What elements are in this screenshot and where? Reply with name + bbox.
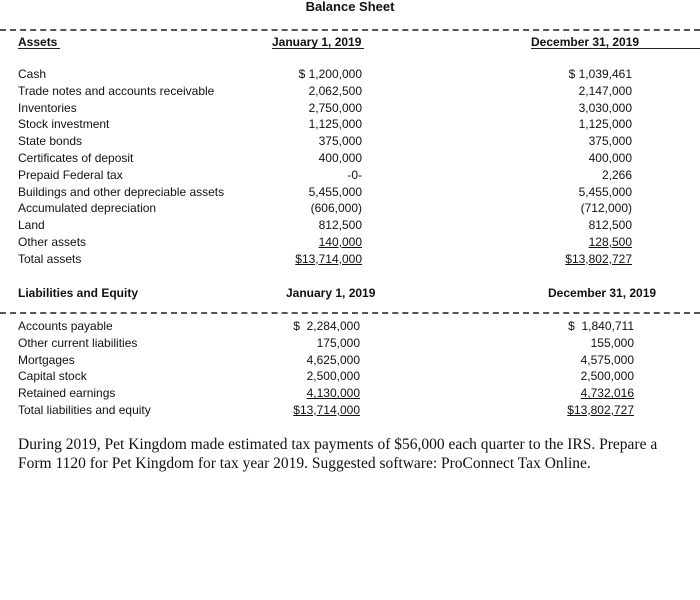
value-jan: -0- xyxy=(347,167,362,182)
value-jan: (606,000) xyxy=(310,201,362,216)
value-jan: $13,714,000 xyxy=(295,251,362,266)
value-dec: $ 1,039,461 xyxy=(568,67,632,81)
row-label: Retained earnings xyxy=(18,386,116,401)
row-label: Buildings and other depreciable assets xyxy=(18,184,225,199)
col2-underline xyxy=(531,48,700,49)
row-label: Cash xyxy=(18,67,47,81)
liabilities-header: Liabilities and Equity xyxy=(18,286,139,300)
row-label: Mortgages xyxy=(18,352,75,367)
value-jan: 375,000 xyxy=(318,134,362,149)
liabilities-col1-header: January 1, 2019 xyxy=(286,286,376,300)
value-jan: 4,130,000 xyxy=(306,386,360,401)
row-label: Total assets xyxy=(18,251,82,266)
page-title: Balance Sheet xyxy=(305,0,395,14)
row-label: State bonds xyxy=(18,134,83,149)
value-dec: 128,500 xyxy=(588,235,632,249)
value-dec: 2,266 xyxy=(601,167,632,182)
row-label: Trade notes and accounts receivable xyxy=(18,83,215,98)
row-label: Stock investment xyxy=(18,117,110,132)
row-label: Other current liabilities xyxy=(18,335,138,350)
divider xyxy=(0,312,700,314)
value-dec: $ 1,840,711 xyxy=(568,319,634,333)
value-dec: (712,000) xyxy=(580,201,632,216)
value-jan: 2,750,000 xyxy=(308,100,362,115)
value-jan: 2,500,000 xyxy=(306,369,360,384)
assets-col2-header: December 31, 2019 xyxy=(531,35,640,49)
row-label: Prepaid Federal tax xyxy=(18,167,123,182)
value-jan: 2,062,500 xyxy=(308,83,362,98)
liabilities-col2-header: December 31, 2019 xyxy=(548,286,657,300)
row-label: Capital stock xyxy=(18,369,87,384)
problem-note: During 2019, Pet Kingdom made estimated tax payments of $56,000 each quarter to the IRS. Prepare a Form 1120 for Pet Kingdom for tax year 2019. Suggested software: ProConnect Tax Online. xyxy=(18,436,658,472)
col1-underline xyxy=(272,48,364,49)
value-jan: 400,000 xyxy=(318,151,362,165)
value-dec: 4,575,000 xyxy=(580,352,634,367)
value-dec: 1,125,000 xyxy=(578,117,632,132)
value-jan: 1,125,000 xyxy=(308,117,362,132)
assets-header: Assets xyxy=(18,35,58,49)
value-dec: 375,000 xyxy=(588,134,632,149)
value-dec: 5,455,000 xyxy=(578,184,632,199)
value-jan: 812,500 xyxy=(318,218,362,233)
value-jan: 4,625,000 xyxy=(306,352,360,367)
value-dec: 2,147,000 xyxy=(578,83,632,98)
value-dec: 2,500,000 xyxy=(580,369,634,384)
value-jan: $13,714,000 xyxy=(293,403,360,417)
value-jan: $ 1,200,000 xyxy=(298,67,362,81)
row-label: Land xyxy=(18,218,45,233)
value-dec: 3,030,000 xyxy=(578,100,632,115)
value-jan: 140,000 xyxy=(318,235,362,249)
value-dec: $13,802,727 xyxy=(567,403,634,417)
row-label: Total liabilities and equity xyxy=(18,403,151,417)
value-dec: 812,500 xyxy=(588,218,632,233)
assets-header-underline xyxy=(18,48,60,49)
row-label: Certificates of deposit xyxy=(18,151,134,165)
value-dec: 4,732,016 xyxy=(580,386,634,401)
row-label: Other assets xyxy=(18,235,87,249)
value-jan: 5,455,000 xyxy=(308,184,362,199)
assets-col1-header: January 1, 2019 xyxy=(272,35,362,49)
row-label: Accounts payable xyxy=(18,319,113,333)
value-dec: 155,000 xyxy=(590,335,634,350)
row-label: Accumulated depreciation xyxy=(18,201,157,216)
value-dec: $13,802,727 xyxy=(565,251,632,266)
value-dec: 400,000 xyxy=(588,151,632,165)
row-label: Inventories xyxy=(18,100,77,115)
value-jan: $ 2,284,000 xyxy=(293,319,360,333)
divider xyxy=(0,29,700,31)
value-jan: 175,000 xyxy=(316,335,360,350)
